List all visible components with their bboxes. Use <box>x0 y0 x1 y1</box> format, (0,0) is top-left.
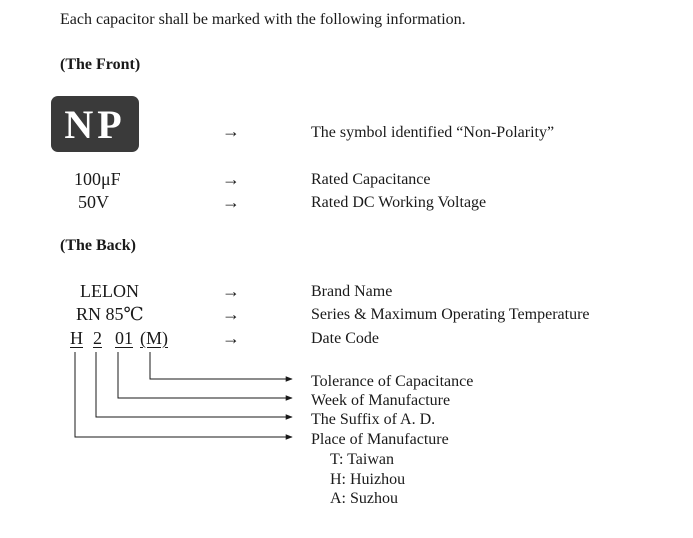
arrow-icon: → <box>222 121 240 141</box>
arrow-icon: → <box>222 281 240 301</box>
intro-text: Each capacitor shall be marked with the following information. <box>60 11 466 28</box>
voltage-value: 50V <box>78 192 109 212</box>
date-code-place: H <box>70 328 83 348</box>
date-code-week: 01 <box>115 328 133 348</box>
legend-ad-suffix: The Suffix of A. D. <box>311 411 436 428</box>
legend-place: Place of Manufacture <box>311 431 449 448</box>
capacitance-value: 100μF <box>74 169 121 189</box>
place-huizhou: H: Huizhou <box>330 471 406 488</box>
series-value: RN 85℃ <box>76 304 144 324</box>
arrow-icon: → <box>222 169 240 189</box>
capacitance-description: Rated Capacitance <box>311 171 431 188</box>
front-heading: (The Front) <box>60 56 141 73</box>
voltage-description: Rated DC Working Voltage <box>311 194 487 211</box>
brand-description: Brand Name <box>311 283 393 300</box>
non-polarity-description: The symbol identified “Non-Polarity” <box>311 124 555 141</box>
back-heading: (The Back) <box>60 237 136 254</box>
arrow-icon: → <box>222 192 240 212</box>
arrow-icon: → <box>222 304 240 324</box>
date-code-tolerance: (M) <box>140 328 168 348</box>
arrow-icon: → <box>222 328 240 348</box>
legend-tolerance: Tolerance of Capacitance <box>311 373 474 390</box>
place-taiwan: T: Taiwan <box>330 451 394 468</box>
series-description: Series & Maximum Operating Temperature <box>311 306 590 323</box>
brand-value: LELON <box>80 281 139 301</box>
date-code-suffix: 2 <box>93 328 102 348</box>
legend-week: Week of Manufacture <box>311 392 451 409</box>
place-suzhou: A: Suzhou <box>330 490 398 507</box>
np-symbol-badge: NP <box>51 96 139 152</box>
date-code-description: Date Code <box>311 330 379 347</box>
